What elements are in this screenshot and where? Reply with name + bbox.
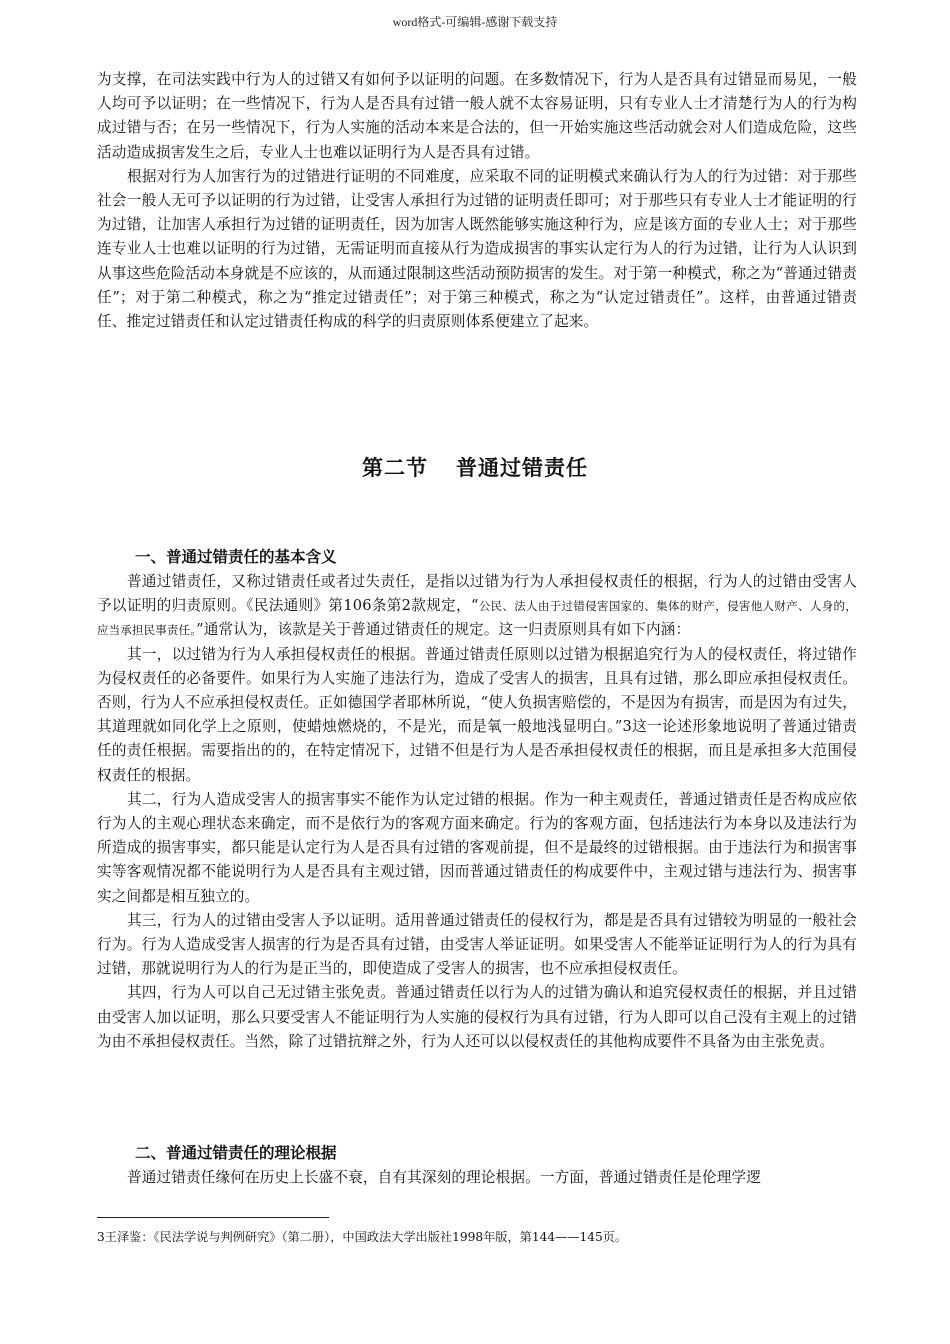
paragraph-text: ”通常认为，该款是关于普通过错责任的规定。这一归责原则具有如下内涵：	[196, 621, 691, 639]
section-title	[0, 452, 950, 482]
footnote: 3王泽鉴：《民法学说与判例研究》（第二册），中国政法大学出版社1998年版，第144——145页。	[97, 1230, 628, 1244]
paragraph: 其三，行为人的过错由受害人予以证明。适用普通过错责任的侵权行为，都是是否具有过错较为明显的一般社会行为。行为人造成受害人损害的行为是否具有过错，由受害人举证证明。如果受害人不能举证证明行为人的行为具有过错，那就说明行为人的行为是正当的，即使造成了受害人的损害，也不应承担侵权责任。	[97, 911, 857, 978]
paragraph: 其二，行为人造成受害人的损害事实不能作为认定过错的根据。作为一种主观责任，普通过错责任是否构成应依行为人的主观心理状态来确定，而不是依行为的客观方面来确定。行为的客观方面，包括违法行为本身以及违法行为所造成的损害事实，都只能是认定行为人是否具有过错的客观前提，但不是最终的过错根据。由于违法行为和损害事实等客观情况都不能说明行为人是否具有主观过错，因而普通过错责任的构成要件中，主观过错与违法行为、损害事实之间都是相互独立的。	[97, 790, 857, 905]
part1-text	[97, 570, 857, 1054]
section-number: 第二节	[362, 456, 428, 480]
paragraph	[97, 570, 857, 643]
paragraph: 普通过错责任缘何在历史上长盛不衰，自有其深刻的理论根据。一方面，普通过错责任是伦理学逻	[127, 1169, 761, 1186]
quoted-law-text: 公民、法人由于过错侵害国家的、集体的财产，侵害他人财产、人身的，应当承担民事责任。	[97, 599, 857, 638]
section-title-text: 普通过错责任	[456, 456, 588, 480]
subheading-2: 二、普通过错责任的理论根据	[135, 1144, 337, 1162]
paragraph: 其一，以过错为行为人承担侵权责任的根据。普通过错责任原则以过错为根据追究行为人的侵权责任，将过错作为侵权责任的必备要件。如果行为人实施了违法行为，造成了受害人的损害，且具有过错，那么即应承担侵权责任。否则，行为人不应承担侵权责任。正如德国学者耶林所说，“使人负损害赔偿的，不是因为有损害，而是因为有过失，其道理就如同化学上之原则，使蜡烛燃烧的，不是光，而是氧一般地浅显明白。”3这一论述形象地说明了普通过错责任的责任根据。需要指出的的，在特定情况下，过错不但是行为人是否承担侵权责任的根据，而且是承担多大范围侵权责任的根据。	[97, 645, 857, 784]
subheading-1: 一、普通过错责任的基本含义	[135, 548, 337, 566]
paragraph: 根据对行为人加害行为的过错进行证明的不同难度，应采取不同的证明模式来确认行为人的行为过错：对于那些社会一般人无可予以证明的行为过错，让受害人承担行为过错的证明责任即可；对于那些只有专业人士才能证明的行为过错，让加害人承担行为过错的证明责任，因为加害人既然能够实施这种行为，应是该方面的专业人士；对于那些连专业人士也难以证明的行为过错，无需证明而直接从行为造成损害的事实认定行为人的行为过错，让行为人认识到从事这些危险活动本身就是不应该的，从而通过限制这些活动预防损害的发生。对于第一种模式，称之为“普通过错责任”；对于第二种模式，称之为“推定过错责任”；对于第三种模式，称之为“认定过错责任”。这样，由普通过错责任、推定过错责任和认定过错责任构成的科学的归责原则体系便建立了起来。	[97, 167, 857, 331]
paragraph: 为支撑，在司法实践中行为人的过错又有如何予以证明的问题。在多数情况下，行为人是否具有过错显而易见，一般人均可予以证明；在一些情况下，行为人是否具有过错一般人就不太容易证明，只有专业人士才清楚行为人的行为构成过错与否；在另一些情况下，行为人实施的活动本来是合法的，但一开始实施这些活动就会对人们造成危险，这些活动造成损害发生之后，专业人士也难以证明行为人是否具有过错。	[97, 71, 857, 161]
part2-text	[97, 1166, 857, 1190]
intro-text	[97, 68, 857, 334]
paragraph: 其四，行为人可以自己无过错主张免责。普通过错责任以行为人的过错为确认和追究侵权责任的根据，并且过错由受害人加以证明，那么只要受害人不能证明行为人实施的侵权行为具有过错，行为人即可以自己没有主观上的过错为由不承担侵权责任。当然，除了过错抗辩之外，行为人还可以以侵权责任的其他构成要件不具备为由主张免责。	[97, 984, 857, 1050]
footnote-divider	[97, 1217, 329, 1218]
header-watermark: word格式-可编辑-感谢下载支持	[392, 15, 558, 29]
paragraph-text: 普通过错责任，又称过错责任或者过失责任，是指以过错为行为人承担侵权责任的根据，行为人的过错由受害人予以证明的归责原则。《民法通则》第106条第2款规定，“	[97, 573, 857, 615]
